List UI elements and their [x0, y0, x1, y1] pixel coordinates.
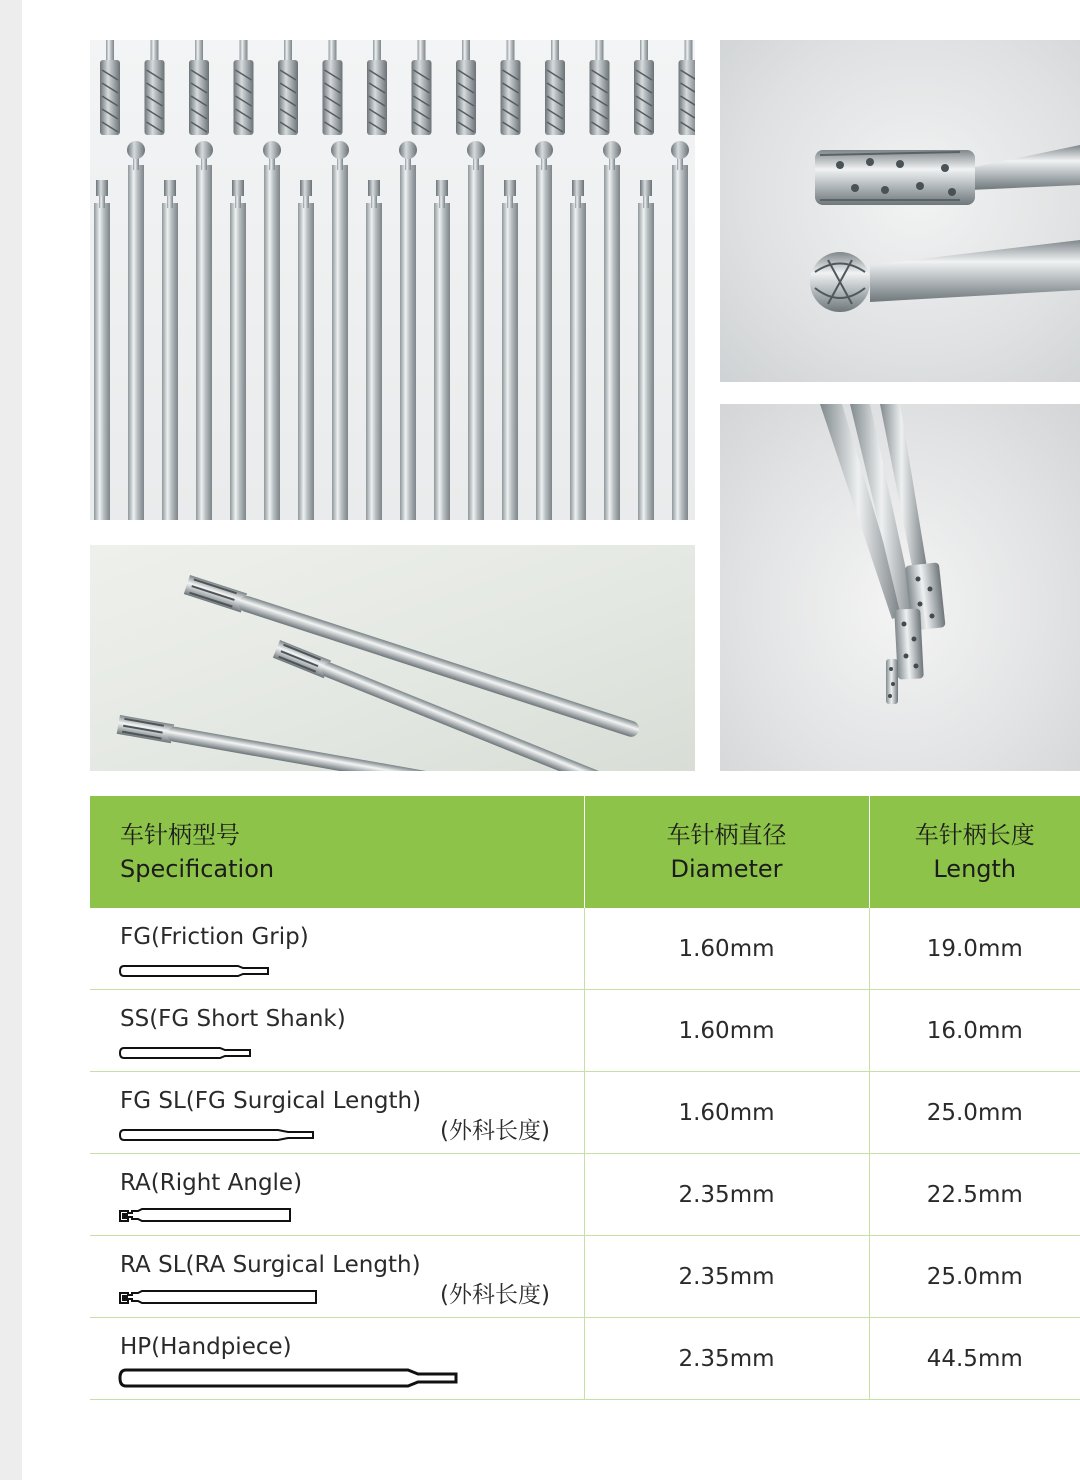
- header-specification: [90, 796, 584, 908]
- bur-head: [634, 40, 654, 135]
- diameter-cell: 1.60mm: [584, 908, 869, 990]
- diameter-cell: 2.35mm: [584, 1318, 869, 1400]
- header-length-en: Length: [933, 855, 1017, 883]
- bur-shank: [230, 180, 246, 520]
- bur-head: [100, 40, 120, 135]
- table-row: [90, 1236, 1080, 1318]
- fg-shank-icon: [118, 963, 368, 979]
- header-diameter-cn: 车针柄直径: [666, 821, 787, 849]
- spec-name: HP(Handpiece): [120, 1334, 292, 1360]
- photo-bur-heads-closeup: [720, 40, 1080, 382]
- surgical-length-note: (外科长度): [440, 1118, 550, 1144]
- bur-shank: [434, 180, 450, 520]
- table-row: [90, 1318, 1080, 1400]
- bur-head: [590, 40, 610, 135]
- header-length-cn: 车针柄长度: [914, 821, 1035, 849]
- bur-shank: [366, 180, 382, 520]
- photo-burs-green-background: [90, 545, 695, 771]
- bur-shank: [399, 141, 417, 520]
- bur-head: [278, 40, 298, 135]
- bur-shank: [467, 141, 485, 520]
- spec-cell: [90, 1318, 584, 1400]
- length-cell: 25.0mm: [869, 1072, 1080, 1154]
- spec-name: RA(Right Angle): [120, 1170, 303, 1196]
- bur-shank: [298, 180, 314, 520]
- bur-head: [412, 40, 432, 135]
- fg-sl-shank-icon: [118, 1127, 368, 1143]
- table-header-row: [90, 796, 1080, 908]
- bur-heads-illustration: [720, 40, 1080, 382]
- length-cell: 25.0mm: [869, 1236, 1080, 1318]
- surgical-length-note: (外科长度): [440, 1282, 550, 1308]
- shank-spec-table: [90, 796, 1080, 1400]
- header-diameter-en: Diameter: [670, 855, 783, 883]
- bur-shank: [263, 141, 281, 520]
- ss-shank-icon: [118, 1045, 368, 1061]
- photo-bur-rows: [90, 40, 695, 520]
- table-row: [90, 990, 1080, 1072]
- bur-shank: [671, 141, 689, 520]
- spec-cell: [90, 908, 584, 990]
- bur-head: [456, 40, 476, 135]
- hp-shank-icon: [118, 1367, 463, 1389]
- bur-shank: [127, 141, 145, 520]
- length-cell: 16.0mm: [869, 990, 1080, 1072]
- spec-name: RA SL(RA Surgical Length): [120, 1252, 421, 1278]
- diameter-cell: 2.35mm: [584, 1236, 869, 1318]
- table-row: [90, 908, 1080, 990]
- bur-shank: [162, 180, 178, 520]
- bur-shank: [603, 141, 621, 520]
- header-length: [869, 796, 1080, 908]
- burs-green-illustration: [90, 545, 695, 771]
- spec-cell: [90, 1236, 584, 1318]
- left-margin-strip: [0, 0, 22, 1480]
- bur-shank: [570, 180, 586, 520]
- length-cell: 44.5mm: [869, 1318, 1080, 1400]
- diameter-cell: 2.35mm: [584, 1154, 869, 1236]
- header-specification-cn: 车针柄型号: [120, 821, 240, 849]
- bur-head: [234, 40, 254, 135]
- diameter-cell: 1.60mm: [584, 1072, 869, 1154]
- spec-name: SS(FG Short Shank): [120, 1006, 346, 1032]
- bur-head: [189, 40, 209, 135]
- bur-head: [501, 40, 521, 135]
- spec-name: FG SL(FG Surgical Length): [120, 1088, 422, 1114]
- table-row: [90, 1072, 1080, 1154]
- length-cell: 19.0mm: [869, 908, 1080, 990]
- bur-shank: [331, 141, 349, 520]
- table-row: [90, 1154, 1080, 1236]
- spec-cell: [90, 1072, 584, 1154]
- bur-head: [145, 40, 165, 135]
- header-specification-en: Specification: [120, 855, 275, 883]
- spec-cell: [90, 990, 584, 1072]
- crossed-burs-illustration: [720, 404, 1080, 771]
- bur-shank: [502, 180, 518, 520]
- ra-sl-shank-icon: [118, 1289, 368, 1307]
- photo-crossed-surgical-burs: [720, 404, 1080, 771]
- spec-cell: [90, 1154, 584, 1236]
- bur-rows-illustration: [90, 40, 695, 520]
- bur-shank: [535, 141, 553, 520]
- bur-shank: [195, 141, 213, 520]
- bur-head: [545, 40, 565, 135]
- diameter-cell: 1.60mm: [584, 990, 869, 1072]
- length-cell: 22.5mm: [869, 1154, 1080, 1236]
- bur-head: [679, 40, 696, 135]
- ra-shank-icon: [118, 1207, 368, 1225]
- bur-shank: [94, 180, 110, 520]
- spec-name: FG(Friction Grip): [120, 924, 309, 950]
- bur-head: [367, 40, 387, 135]
- bur-shank: [638, 180, 654, 520]
- header-diameter: [584, 796, 869, 908]
- bur-head: [323, 40, 343, 135]
